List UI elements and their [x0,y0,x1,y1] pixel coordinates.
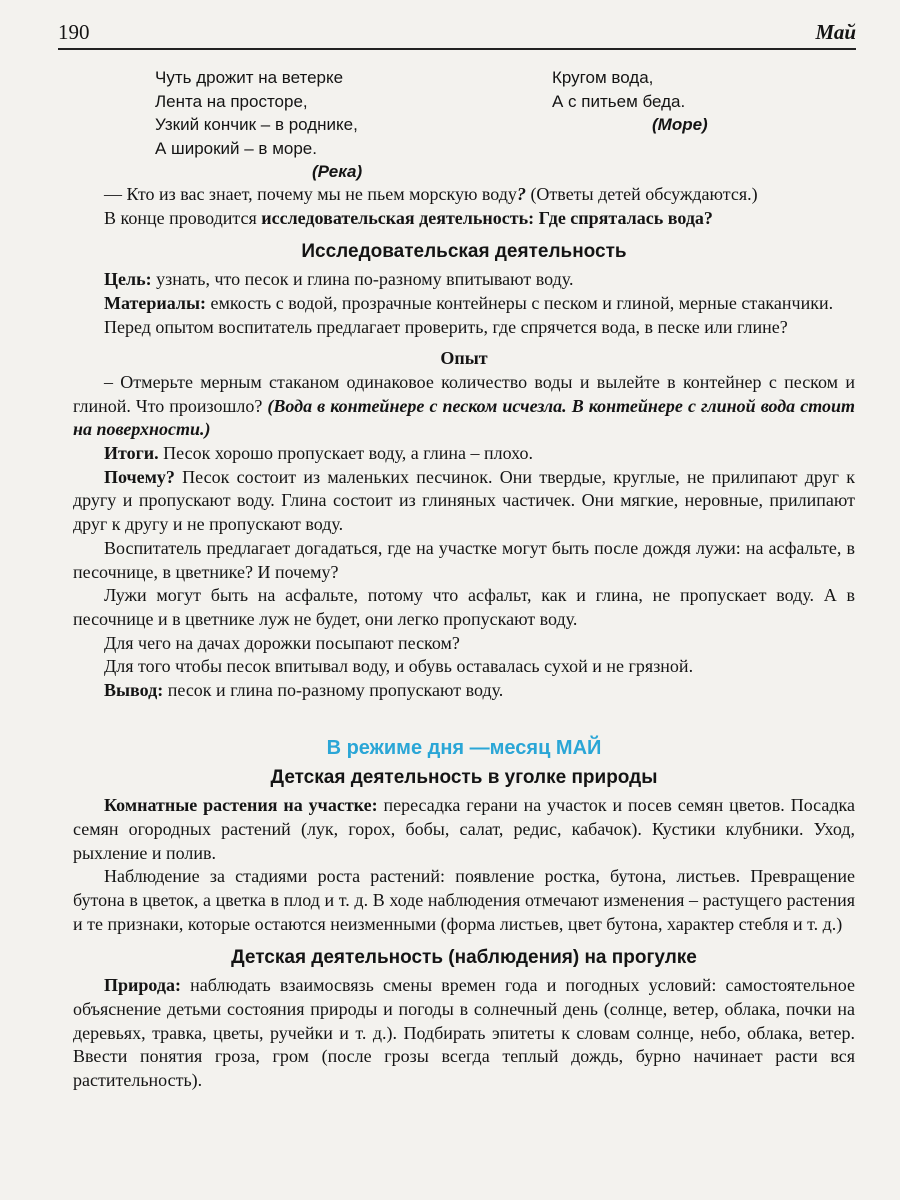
materials-label: Материалы: [104,292,207,313]
plants-paragraph [73,794,855,865]
question-paragraph [73,183,855,207]
goal-text: узнать, что песок и глина по-разному впитывают воду. [151,269,574,290]
experiment-answer: (Вода в контейнере с песком исчезла. В контейнере с глиной вода стоит на поверхности.) [73,395,855,440]
puddles-answer: Лужи могут быть на асфальте, потому что асфальт, как и глина, не пропускает воду. А в песочнице и в цветнике луж не будет, они легко пропускают воду. [73,585,855,629]
experiment-text: – Отмерьте мерным стаканом одинаковое количество воды и вылейте в контейнер с песком и глиной. Что произошло? [73,371,855,416]
why-label: Почему? [104,466,175,487]
nature-corner-heading: Детская деятельность в уголке природы [270,767,658,789]
why-text: Песок состоит из маленьких песчинок. Они твердые, круглые, не прилипают друг к другу и пропускают воду. Глина состоит из глиняных частичек. Они мягкие, неровные, прилипают друг к другу и не пропускают воду. [73,466,855,535]
results-text: Песок хорошо пропускает воду, а глина – плохо. [158,443,533,464]
plants-text: пересадка герани на участок и посев семян цветов. Посадка семян огородных растений (лук, горох, бобы, салат, редис, кабачок). Кустики клубники. Уход, рыхление и полив. [73,795,855,863]
plants-label: Комнатные растения на участке: [104,795,378,816]
question-text: — Кто из вас знает, почему мы не пьем морскую воду [104,184,517,204]
conclusion-label: Вывод: [104,680,164,701]
experiment-paragraph [73,371,855,442]
why-paragraph [73,466,855,537]
poem-line: Кругом вода, [552,68,654,87]
paths-answer: Для того чтобы песок впитывал воду, и обувь оставалась сухой и не грязной. [104,656,694,677]
poem-line: Узкий кончик – в роднике, [155,115,358,134]
experiment-heading: Опыт [440,348,488,369]
materials-text: емкость с водой, прозрачные контейнеры с песком и глиной, мерные стаканчики. [206,292,834,313]
nature-label: Природа: [104,975,181,996]
main-text [73,183,855,1093]
ending-paragraph [73,207,855,231]
question-note: (Ответы детей обсуждаются.) [525,184,758,204]
section-name: Май [815,20,856,44]
paths-question: Для чего на дачах дорожки посыпают песком? [104,632,460,653]
page-number: 190 [58,20,90,44]
puddles-question: Воспитатель предлагает догадаться, где на участке могут быть после дождя лужи: на асфальте, в песочнице, в цветнике? И почему? [73,537,855,582]
question-mark: ? [516,184,526,204]
poem-line: Чуть дрожит на ветерке [155,68,344,87]
conclusion-text: песок и глина по-разному пропускают воду. [163,680,504,701]
riddle-river [155,66,362,184]
observation-paragraph: Наблюдение за стадиями роста растений: появление ростка, бутона, листьев. Превращение бутона в цветок, а цветка в плод и т. д. В ходе наблюдения отмечают изменения – растущего растения и те признаки, которые остаются неизменными (форма листьев, цвет бутона, характер стебля и т. д.) [73,866,855,934]
day-mode-heading: В режиме дня —месяц МАЙ [326,736,602,759]
riddle-answer: (Река) [312,162,363,181]
goal-label: Цель: [104,269,152,290]
riddle-sea [552,66,708,137]
results-paragraph [73,442,855,466]
riddle-answer: (Море) [652,115,708,134]
nature-paragraph [73,974,855,1093]
goal-paragraph [73,268,855,292]
poem-line: Лента на просторе, [155,91,308,111]
nature-text: наблюдать взаимосвязь смены времен года и погодных условий: самостоятельное объяснение детьми состояния природы и погоды в солнечный день (солнце, ветер, облака, почки на деревьях, травка, цветы, ручейки и т. д.). Подбирать эпитеты к словам солнце, небо, облака, ветер. Ввести понятия гроза, гром (после грозы всегда теплый дождь, бурно начинает расти вся растительность). [73,975,855,1090]
conclusion-paragraph [73,679,855,703]
walk-heading: Детская деятельность (наблюдения) на прогулке [231,947,697,969]
page-header [58,18,856,50]
research-heading: Исследовательская деятельность [301,241,627,263]
ending-bold: исследовательская деятельность: Где спряталась вода? [261,207,713,228]
ending-lead: В конце проводится [104,207,262,228]
results-label: Итоги. [104,443,159,464]
poem-line: А широкий – в море. [155,138,317,158]
before-paragraph: Перед опытом воспитатель предлагает проверить, где спрячется вода, в песке или глине? [104,316,788,337]
poem-line: А с питьем беда. [552,91,686,111]
materials-paragraph [73,292,855,316]
